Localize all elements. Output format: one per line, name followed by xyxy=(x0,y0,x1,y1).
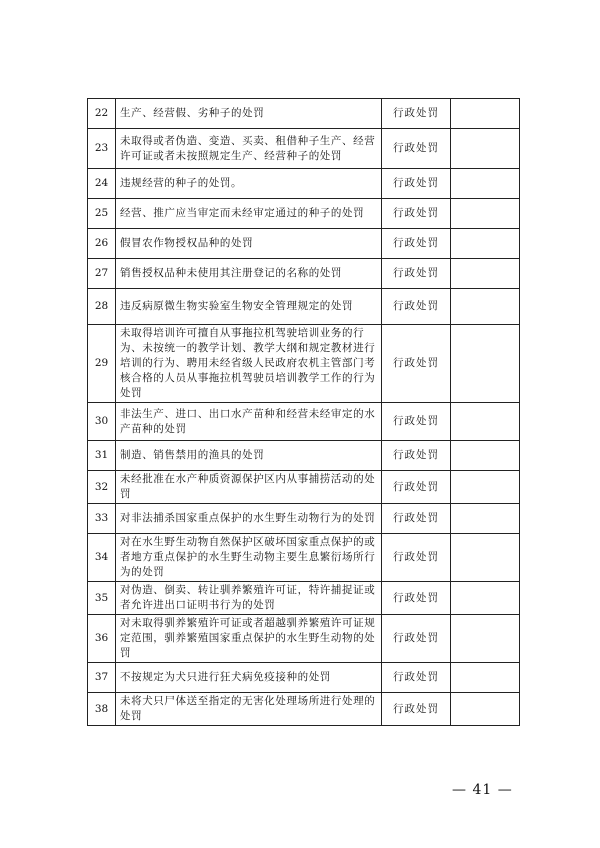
item-description: 对非法捕杀国家重点保护的水生野生动物行为的处罚 xyxy=(116,504,382,534)
item-description: 生产、经营假、劣种子的处罚 xyxy=(116,99,382,129)
item-category: 行政处罚 xyxy=(382,169,451,199)
item-category: 行政处罚 xyxy=(382,534,451,582)
row-number: 26 xyxy=(88,229,116,259)
row-number: 33 xyxy=(88,504,116,534)
item-description: 对未取得驯养繁殖许可证或者超越驯养繁殖许可证规定范围，驯养繁殖国家重点保护的水生野生动物的处罚 xyxy=(116,615,382,663)
table-body xyxy=(88,99,520,726)
table-row xyxy=(88,441,520,471)
item-category: 行政处罚 xyxy=(382,582,451,615)
empty-cell xyxy=(451,169,520,199)
empty-cell xyxy=(451,199,520,229)
table-row xyxy=(88,693,520,726)
item-description: 未将犬只尸体送至指定的无害化处理场所进行处理的处罚 xyxy=(116,693,382,726)
item-description: 违反病原微生物实验室生物安全管理规定的处罚 xyxy=(116,289,382,325)
row-number: 29 xyxy=(88,325,116,403)
item-description: 假冒农作物授权品种的处罚 xyxy=(116,229,382,259)
table-row xyxy=(88,534,520,582)
item-category: 行政处罚 xyxy=(382,615,451,663)
row-number: 38 xyxy=(88,693,116,726)
empty-cell xyxy=(451,325,520,403)
item-description: 违规经营的种子的处罚。 xyxy=(116,169,382,199)
table-row xyxy=(88,169,520,199)
item-category: 行政处罚 xyxy=(382,259,451,289)
item-category: 行政处罚 xyxy=(382,441,451,471)
empty-cell xyxy=(451,259,520,289)
table-row xyxy=(88,582,520,615)
item-description: 销售授权品种未使用其注册登记的名称的处罚 xyxy=(116,259,382,289)
penalty-items-table xyxy=(87,98,520,726)
item-category: 行政处罚 xyxy=(382,229,451,259)
empty-cell xyxy=(451,663,520,693)
page-number: — 41 — xyxy=(452,782,513,798)
table-row xyxy=(88,129,520,169)
row-number: 23 xyxy=(88,129,116,169)
row-number: 24 xyxy=(88,169,116,199)
item-description: 未取得培训许可擅自从事拖拉机驾驶培训业务的行为、未按统一的教学计划、教学大纲和规定教材进行培训的行为、聘用未经省级人民政府农机主管部门考核合格的人员从事拖拉机驾驶员培训教学工作的行为处罚 xyxy=(116,325,382,403)
empty-cell xyxy=(451,504,520,534)
row-number: 27 xyxy=(88,259,116,289)
empty-cell xyxy=(451,582,520,615)
row-number: 35 xyxy=(88,582,116,615)
item-category: 行政处罚 xyxy=(382,504,451,534)
table-row xyxy=(88,325,520,403)
item-category: 行政处罚 xyxy=(382,325,451,403)
item-description: 制造、销售禁用的渔具的处罚 xyxy=(116,441,382,471)
item-category: 行政处罚 xyxy=(382,129,451,169)
table-row xyxy=(88,504,520,534)
empty-cell xyxy=(451,615,520,663)
row-number: 30 xyxy=(88,403,116,441)
table-row xyxy=(88,471,520,504)
item-category: 行政处罚 xyxy=(382,693,451,726)
row-number: 34 xyxy=(88,534,116,582)
item-description: 未取得或者伪造、变造、买卖、租借种子生产、经营许可证或者未按照规定生产、经营种子的处罚 xyxy=(116,129,382,169)
item-description: 对在水生野生动物自然保护区破坏国家重点保护的或者地方重点保护的水生野生动物主要生息繁衍场所行为的处罚 xyxy=(116,534,382,582)
empty-cell xyxy=(451,693,520,726)
item-category: 行政处罚 xyxy=(382,289,451,325)
table-row xyxy=(88,229,520,259)
item-category: 行政处罚 xyxy=(382,403,451,441)
table-row xyxy=(88,663,520,693)
empty-cell xyxy=(451,99,520,129)
empty-cell xyxy=(451,403,520,441)
row-number: 36 xyxy=(88,615,116,663)
row-number: 32 xyxy=(88,471,116,504)
row-number: 31 xyxy=(88,441,116,471)
empty-cell xyxy=(451,441,520,471)
empty-cell xyxy=(451,289,520,325)
row-number: 28 xyxy=(88,289,116,325)
item-description: 不按规定为犬只进行狂犬病免疫接种的处罚 xyxy=(116,663,382,693)
table-row xyxy=(88,259,520,289)
item-category: 行政处罚 xyxy=(382,199,451,229)
row-number: 22 xyxy=(88,99,116,129)
item-description: 非法生产、进口、出口水产苗种和经营未经审定的水产苗种的处罚 xyxy=(116,403,382,441)
table-row xyxy=(88,199,520,229)
item-description: 未经批准在水产种质资源保护区内从事捕捞活动的处罚 xyxy=(116,471,382,504)
item-description: 对伪造、倒卖、转让驯养繁殖许可证，特许捕捉证或者允许进出口证明书行为的处罚 xyxy=(116,582,382,615)
empty-cell xyxy=(451,534,520,582)
item-category: 行政处罚 xyxy=(382,663,451,693)
table-row xyxy=(88,615,520,663)
table-row xyxy=(88,99,520,129)
row-number: 25 xyxy=(88,199,116,229)
table-row xyxy=(88,289,520,325)
table-row xyxy=(88,403,520,441)
row-number: 37 xyxy=(88,663,116,693)
item-category: 行政处罚 xyxy=(382,99,451,129)
empty-cell xyxy=(451,229,520,259)
empty-cell xyxy=(451,471,520,504)
item-description: 经营、推广应当审定而未经审定通过的种子的处罚 xyxy=(116,199,382,229)
empty-cell xyxy=(451,129,520,169)
item-category: 行政处罚 xyxy=(382,471,451,504)
